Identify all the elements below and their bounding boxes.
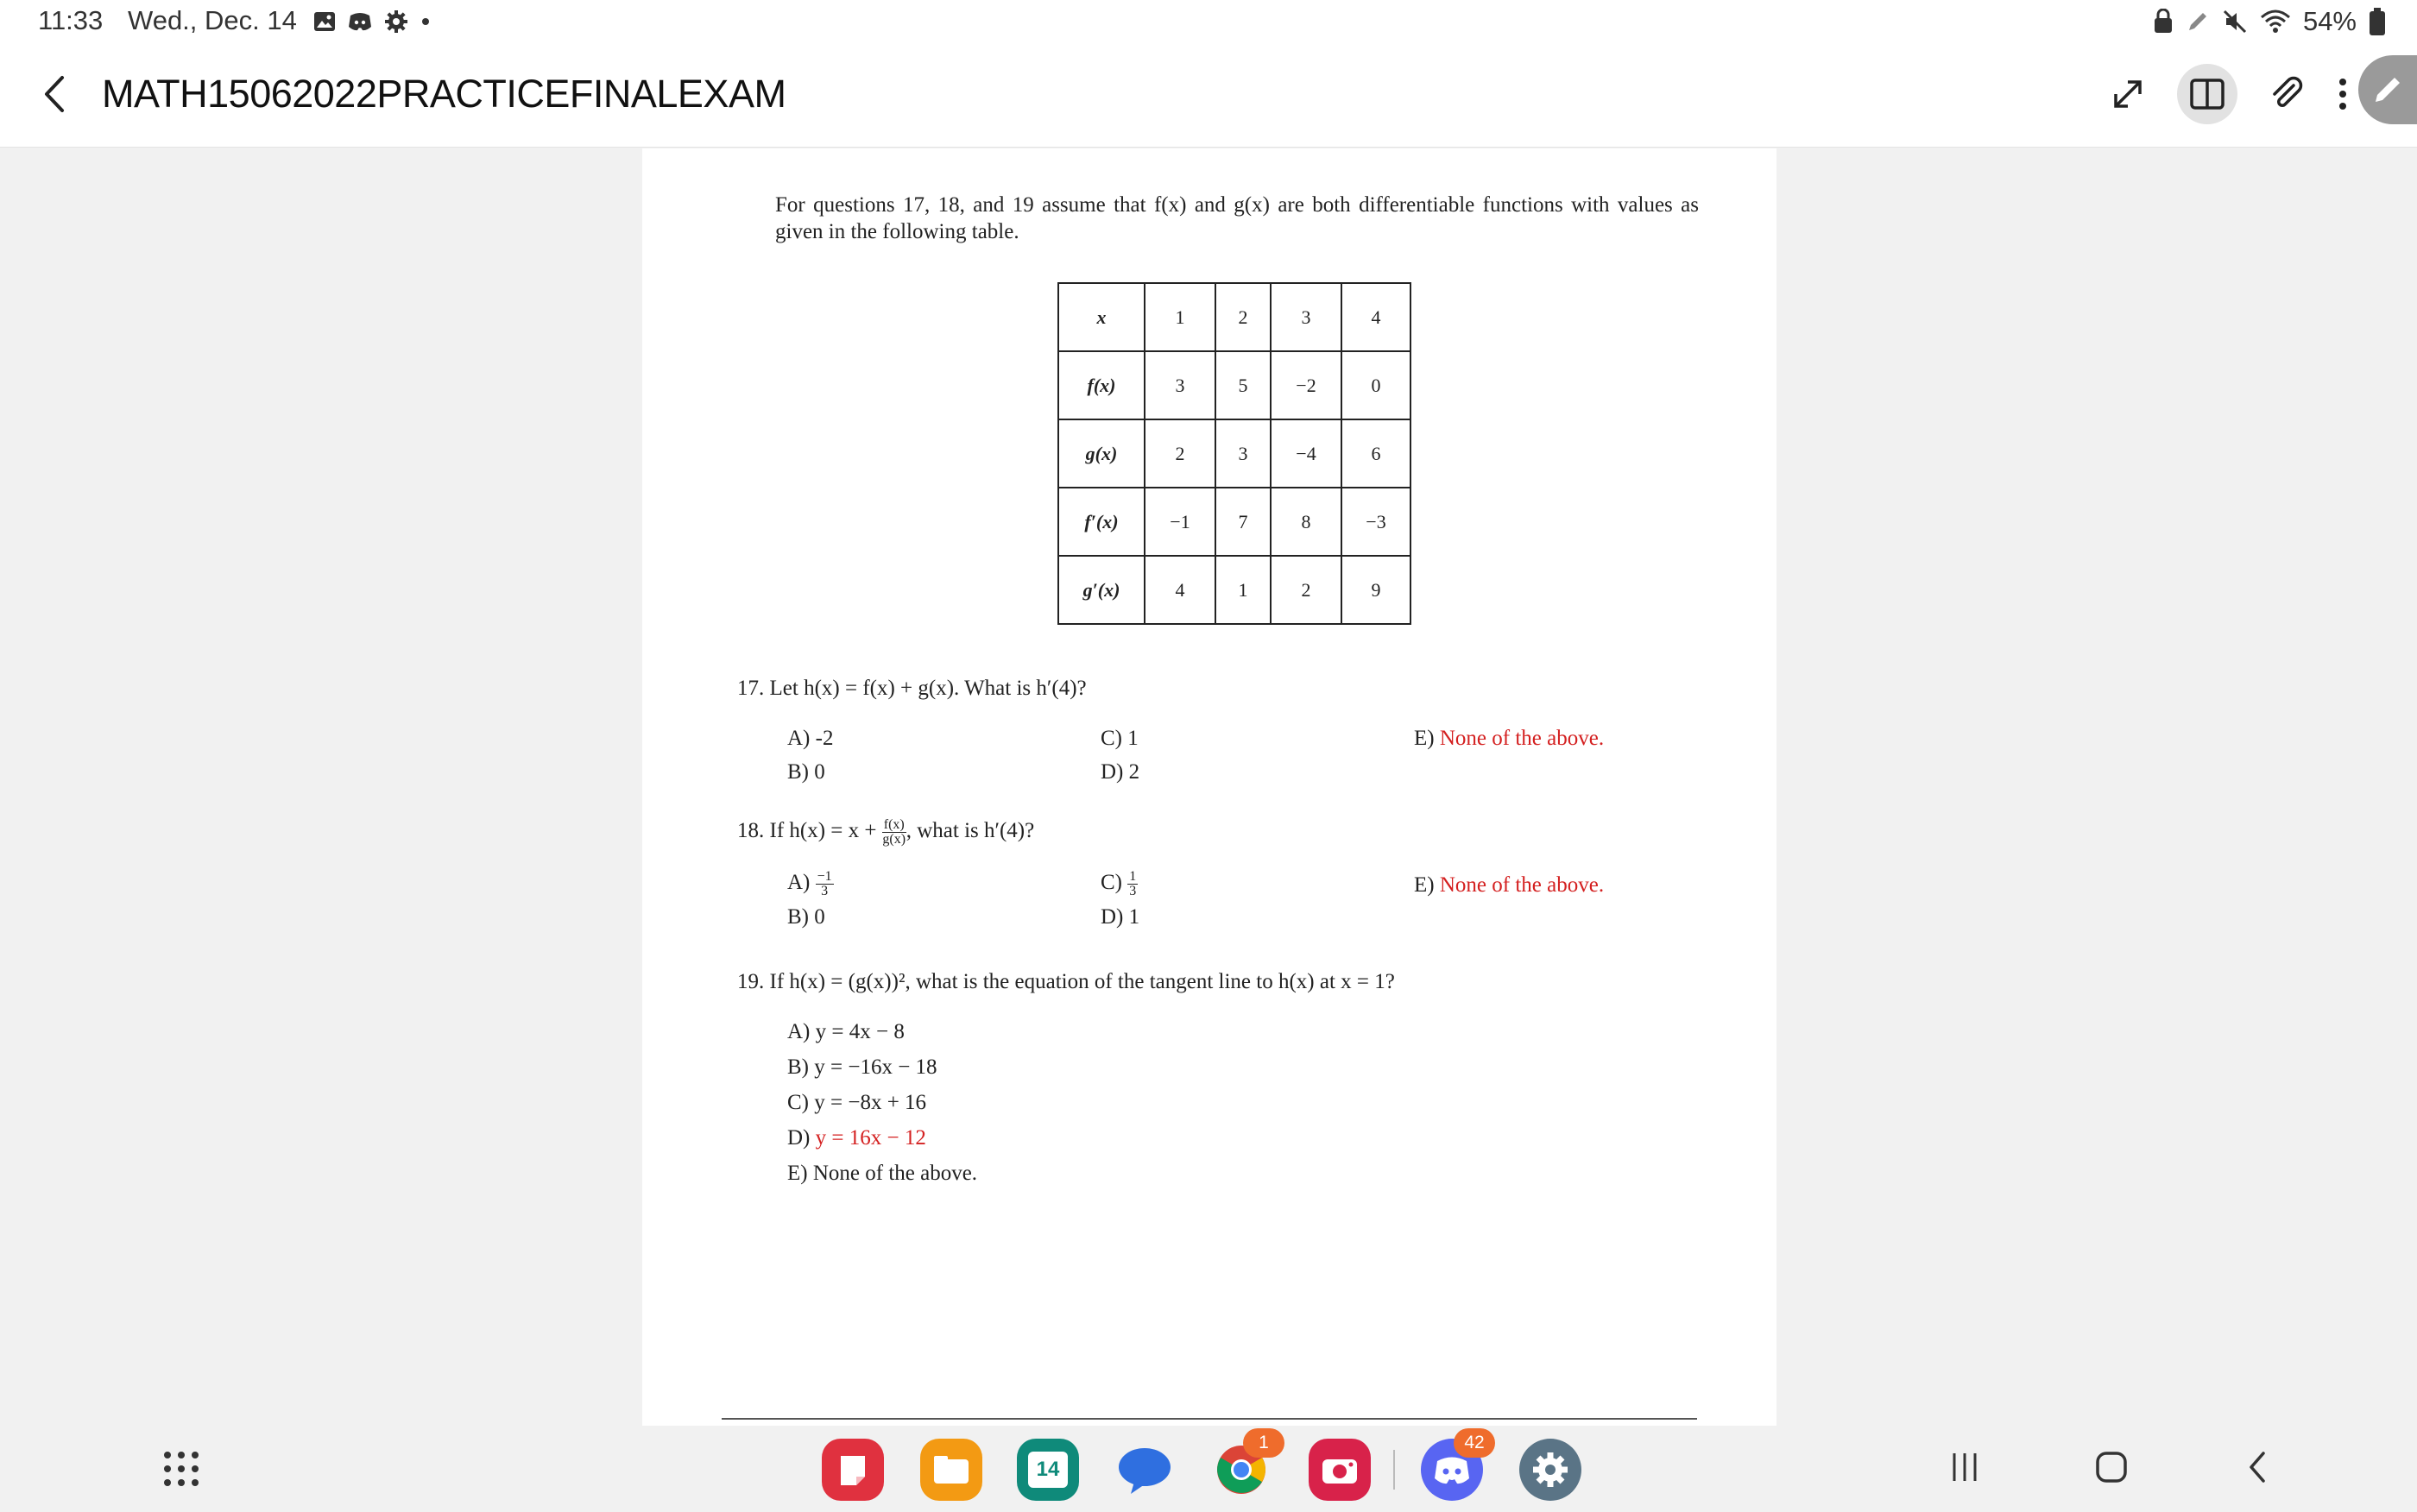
table-cell: 4 — [1145, 556, 1215, 624]
q18-option-a-frac — [816, 870, 834, 898]
q18-frac-den: g(x) — [882, 832, 906, 847]
pen-edit-button[interactable] — [2358, 55, 2417, 124]
files-app-button[interactable] — [920, 1439, 982, 1501]
table-cell: 1 — [1145, 283, 1215, 351]
q18-option-c — [1101, 870, 1138, 898]
chrome-app-button[interactable] — [1210, 1433, 1272, 1501]
notification-icons — [312, 9, 432, 35]
intro-text: For questions 17, 18, and 19 assume that f(x) and g(x) are both differentiable functions with values as given in the following table. — [775, 193, 1699, 243]
table-row-label: x — [1058, 283, 1145, 351]
document-title: MATH15062022PRACTICEFINALEXAM — [102, 72, 786, 116]
home-button[interactable] — [2094, 1448, 2129, 1490]
recents-button[interactable] — [1949, 1448, 1980, 1490]
question-18-prompt — [737, 818, 1034, 847]
q19-option-d-text: y = 16x − 12 — [815, 1126, 926, 1150]
table-row-label: g′(x) — [1058, 556, 1145, 624]
q19-option-d-label: D) — [787, 1126, 811, 1150]
table-cell: 2 — [1145, 419, 1215, 488]
q18-option-c-label: C) — [1101, 871, 1122, 895]
table-cell: 6 — [1341, 419, 1410, 488]
q18-option-a-label: A) — [787, 871, 811, 895]
app-drawer-icon — [162, 1450, 200, 1488]
question-17-prompt: 17. Let h(x) = f(x) + g(x). What is h′(4)? — [737, 677, 1087, 700]
table-row-label: f(x) — [1058, 351, 1145, 419]
q17-option-c: C) 1 — [1101, 727, 1139, 750]
back-icon — [2244, 1448, 2270, 1486]
table-cell: 3 — [1271, 283, 1341, 351]
settings-app-button[interactable] — [1519, 1439, 1581, 1501]
table-cell: 2 — [1215, 283, 1271, 351]
q18-option-e — [1414, 873, 1604, 898]
mute-icon — [2222, 9, 2248, 35]
table-cell: 7 — [1215, 488, 1271, 556]
book-view-button[interactable] — [2177, 64, 2237, 124]
q18-option-b: B) 0 — [787, 905, 825, 929]
dot-icon — [420, 16, 432, 28]
q17-option-e-label: E) — [1414, 727, 1435, 750]
pdf-page[interactable] — [642, 148, 1776, 1426]
more-icon — [2338, 75, 2348, 113]
table-cell: −1 — [1145, 488, 1215, 556]
pen-edit-icon — [2370, 72, 2405, 107]
table-cell: 3 — [1145, 351, 1215, 419]
camera-app-icon — [1320, 1452, 1360, 1487]
q17-option-b: B) 0 — [787, 760, 825, 784]
expand-button[interactable] — [2098, 64, 2158, 124]
table-cell: −4 — [1271, 419, 1341, 488]
status-time: 11:33 — [38, 5, 104, 35]
q18-prompt-start: 18. If h(x) = x + — [737, 819, 877, 843]
back-button[interactable] — [38, 72, 73, 116]
notes-app-icon — [834, 1451, 872, 1489]
chrome-badge: 1 — [1243, 1428, 1284, 1458]
table-row — [1058, 488, 1410, 556]
home-icon — [2094, 1448, 2129, 1486]
battery-icon — [2369, 7, 2386, 36]
wifi-icon — [2260, 9, 2291, 35]
taskbar — [0, 1426, 2417, 1512]
attach-button[interactable] — [2256, 64, 2317, 124]
chevron-left-icon — [38, 72, 73, 116]
recents-icon — [1949, 1448, 1980, 1486]
question-19-prompt: 19. If h(x) = (g(x))², what is the equation of the tangent line to h(x) at x = 1? — [737, 970, 1395, 993]
table-cell: 0 — [1341, 351, 1410, 419]
q17-option-e-text: None of the above. — [1439, 727, 1605, 750]
app-drawer-button[interactable] — [162, 1450, 200, 1492]
q18-prompt-end: , what is h′(4)? — [906, 819, 1035, 843]
status-bar — [0, 0, 2417, 43]
discord-notify-icon — [347, 9, 373, 34]
book-view-icon — [2188, 77, 2226, 111]
q18-c-num: 1 — [1129, 869, 1137, 884]
q18-fraction — [882, 818, 906, 847]
q18-option-a — [787, 870, 834, 898]
table-cell: −3 — [1341, 488, 1410, 556]
pen-icon — [2186, 9, 2210, 34]
dock-divider — [1393, 1450, 1395, 1490]
nav-back-button[interactable] — [2244, 1448, 2270, 1490]
table-row-label: g(x) — [1058, 419, 1145, 488]
files-app-icon — [931, 1452, 971, 1487]
messages-app-icon — [1117, 1444, 1172, 1496]
q18-c-den: 3 — [1129, 884, 1137, 898]
lock-icon — [2153, 9, 2174, 35]
table-row — [1058, 556, 1410, 624]
q19-option-e: E) None of the above. — [787, 1162, 978, 1185]
q17-option-d: D) 2 — [1101, 760, 1140, 784]
table-cell: 8 — [1271, 488, 1341, 556]
table-cell: 3 — [1215, 419, 1271, 488]
table-cell: −2 — [1271, 351, 1341, 419]
status-right — [2153, 5, 2386, 38]
q17-option-a: A) -2 — [787, 727, 834, 750]
camera-app-button[interactable] — [1309, 1439, 1371, 1501]
app-header — [0, 43, 2417, 148]
table-row-label: f′(x) — [1058, 488, 1145, 556]
gallery-icon — [312, 9, 337, 34]
q19-option-c: C) y = −8x + 16 — [787, 1091, 927, 1114]
q18-option-d: D) 1 — [1101, 905, 1140, 929]
q19-option-b: B) y = −16x − 18 — [787, 1055, 937, 1079]
table-cell: 4 — [1341, 283, 1410, 351]
messages-app-button[interactable] — [1114, 1439, 1176, 1501]
page-footer-rule — [722, 1418, 1697, 1420]
calendar-app-button[interactable] — [1017, 1439, 1079, 1501]
q17-option-e — [1414, 727, 1604, 751]
settings-app-icon — [1530, 1449, 1571, 1490]
attach-icon — [2268, 75, 2306, 113]
table-row — [1058, 283, 1410, 351]
discord-app-icon — [1431, 1452, 1473, 1487]
table-cell: 9 — [1341, 556, 1410, 624]
table-row — [1058, 351, 1410, 419]
settings-notify-icon — [383, 9, 409, 35]
q18-frac-num: f(x) — [883, 817, 905, 832]
q19-option-d — [787, 1126, 926, 1150]
discord-app-button[interactable] — [1421, 1433, 1485, 1501]
notes-app-button[interactable] — [822, 1439, 884, 1501]
q18-option-e-text: None of the above. — [1439, 873, 1605, 897]
table-row — [1058, 419, 1410, 488]
q19-option-a: A) y = 4x − 8 — [787, 1020, 905, 1043]
q18-option-c-frac — [1127, 870, 1138, 898]
q18-option-e-label: E) — [1414, 873, 1435, 897]
table-cell: 2 — [1271, 556, 1341, 624]
status-date: Wed., Dec. 14 — [128, 5, 297, 35]
battery-percent: 54% — [2302, 6, 2357, 36]
values-table — [1057, 282, 1411, 625]
q18-a-den: 3 — [821, 884, 829, 898]
table-cell: 5 — [1215, 351, 1271, 419]
table-cell: 1 — [1215, 556, 1271, 624]
expand-icon — [2109, 75, 2147, 113]
q18-a-num: −1 — [817, 869, 832, 884]
more-button[interactable] — [2325, 64, 2360, 124]
calendar-app-icon: 14 — [1028, 1452, 1068, 1488]
discord-badge: 42 — [1454, 1428, 1495, 1458]
